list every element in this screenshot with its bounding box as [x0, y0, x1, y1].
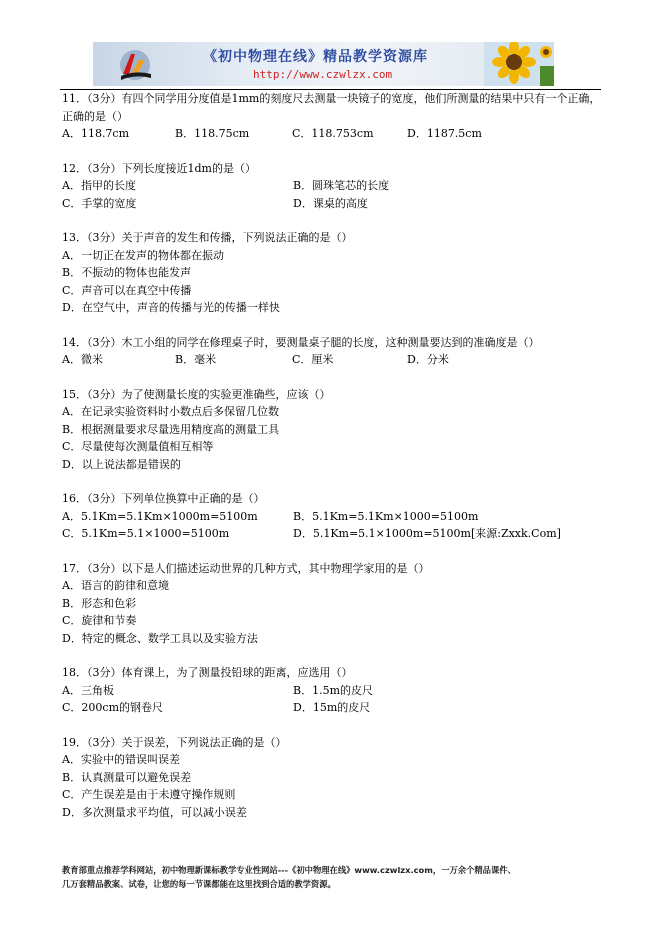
answer-option: B．118.75cm: [175, 127, 250, 140]
site-logo-icon: [117, 48, 153, 82]
answer-option: B．1.5m的皮尺: [293, 683, 374, 697]
question-stem: 13．（3分）关于声音的发生和传播，下列说法正确的是（）: [62, 231, 353, 244]
answer-option: A．实验中的错误叫误差: [62, 753, 180, 766]
answer-option: B．不振动的物体也能发声: [62, 266, 192, 279]
answer-option: A．一切正在发声的物体都在振动: [62, 248, 224, 262]
answer-option: C．118.753cm: [292, 127, 374, 140]
answer-option: C．声音可以在真空中传播: [62, 283, 192, 297]
question-block: [62, 386, 602, 474]
question-block: [62, 664, 602, 717]
answer-option: A．微米: [62, 353, 103, 366]
answer-option: D．以上说法都是错误的: [62, 457, 181, 471]
answer-option: A．三角板: [62, 683, 114, 697]
question-block: [62, 490, 602, 543]
answer-option: B．形态和色彩: [62, 596, 137, 610]
answer-option: D．多次测量求平均值，可以减小误差: [62, 805, 247, 819]
footer-line: 几万套精品教案、试卷，让您的每一节课都能在这里找到合适的教学资源。: [62, 879, 336, 889]
option-list: [62, 577, 602, 647]
option-list: [62, 247, 602, 317]
option-list: [62, 403, 602, 473]
answer-option: D．5.1Km=5.1×1000m=5100m[来源:Zxxk.Com]: [293, 527, 561, 540]
option-list: [62, 125, 602, 143]
answer-option: A．5.1Km=5.1Km×1000m=5100m: [62, 509, 258, 523]
answer-option: A．语言的韵律和意境: [62, 579, 169, 592]
question-stem: 17．（3分）以下是人们描述运动世界的几种方式，其中物理学家用的是（）: [62, 561, 430, 575]
sunflower-icon: [484, 42, 554, 86]
answer-option: C．200cm的钢卷尺: [62, 701, 164, 714]
banner-title: 《初中物理在线》精品教学资源库: [203, 49, 428, 65]
question-list: [62, 90, 602, 838]
answer-option: D．在空气中，声音的传播与光的传播一样快: [62, 301, 280, 314]
question-stem: 12．（3分）下列长度接近1dm的是（）: [62, 161, 256, 175]
answer-option: C．旋律和节奏: [62, 614, 137, 627]
question-stem: 18．（3分）体育课上，为了测量投铅球的距离，应选用（）: [62, 666, 353, 679]
option-list: [62, 351, 602, 369]
banner-url: http://www.czwlzx.com: [253, 68, 393, 81]
answer-option: C．手掌的宽度: [62, 196, 137, 210]
question-block: [62, 160, 602, 213]
answer-option: D．分米: [407, 353, 449, 366]
option-list: [62, 177, 602, 212]
answer-option: C．厘米: [292, 353, 334, 366]
question-stem: 11．（3分）有四个同学用分度值是1mm的刻度尺去测量一块镜子的宽度，他们所测量的结果中只有一个正确，正确的是（）: [62, 92, 601, 123]
answer-option: D．课桌的高度: [293, 196, 368, 210]
option-list: [62, 508, 602, 543]
answer-option: C．尽量使每次测量值相互相等: [62, 440, 214, 453]
answer-option: D．1187.5cm: [407, 127, 482, 140]
question-stem: 16．（3分）下列单位换算中正确的是（）: [62, 492, 265, 505]
answer-option: B．毫米: [175, 353, 217, 366]
question-stem: 14．（3分）木工小组的同学在修理桌子时，要测量桌子腿的长度，这种测量要达到的准确度是（）: [62, 335, 540, 349]
answer-option: B．根据测量要求尽量选用精度高的测量工具: [62, 422, 280, 436]
header-banner: [93, 42, 554, 86]
answer-option: D．15m的皮尺: [293, 701, 371, 714]
answer-option: D．特定的概念、数学工具以及实验方法: [62, 631, 258, 645]
answer-option: B．5.1Km=5.1Km×1000=5100m: [293, 509, 479, 523]
question-block: [62, 90, 602, 143]
question-stem: 19．（3分）关于误差，下列说法正确的是（）: [62, 735, 287, 749]
answer-option: B．认真测量可以避免误差: [62, 770, 192, 784]
question-block: [62, 334, 602, 369]
answer-option: B．圆珠笔芯的长度: [293, 179, 390, 192]
answer-option: A．在记录实验资料时小数点后多保留几位数: [62, 405, 279, 418]
option-list: [62, 682, 602, 717]
question-block: [62, 229, 602, 317]
answer-option: A．118.7cm: [62, 127, 130, 140]
answer-option: C．5.1Km=5.1×1000=5100m: [62, 527, 230, 540]
question-block: [62, 560, 602, 648]
answer-option: A．指甲的长度: [62, 179, 136, 192]
option-list: [62, 751, 602, 821]
footer-line: 教育部重点推荐学科网站，初中物理新课标教学专业性网站---《初中物理在线》www.czwlzx.com，一万余个精品课件、: [62, 865, 516, 875]
question-stem: 15．（3分）为了使测量长度的实验更准确些，应该（）: [62, 387, 331, 401]
question-block: [62, 734, 602, 822]
page-footer: [62, 863, 602, 891]
answer-option: C．产生误差是由于未遵守操作规则: [62, 788, 236, 801]
